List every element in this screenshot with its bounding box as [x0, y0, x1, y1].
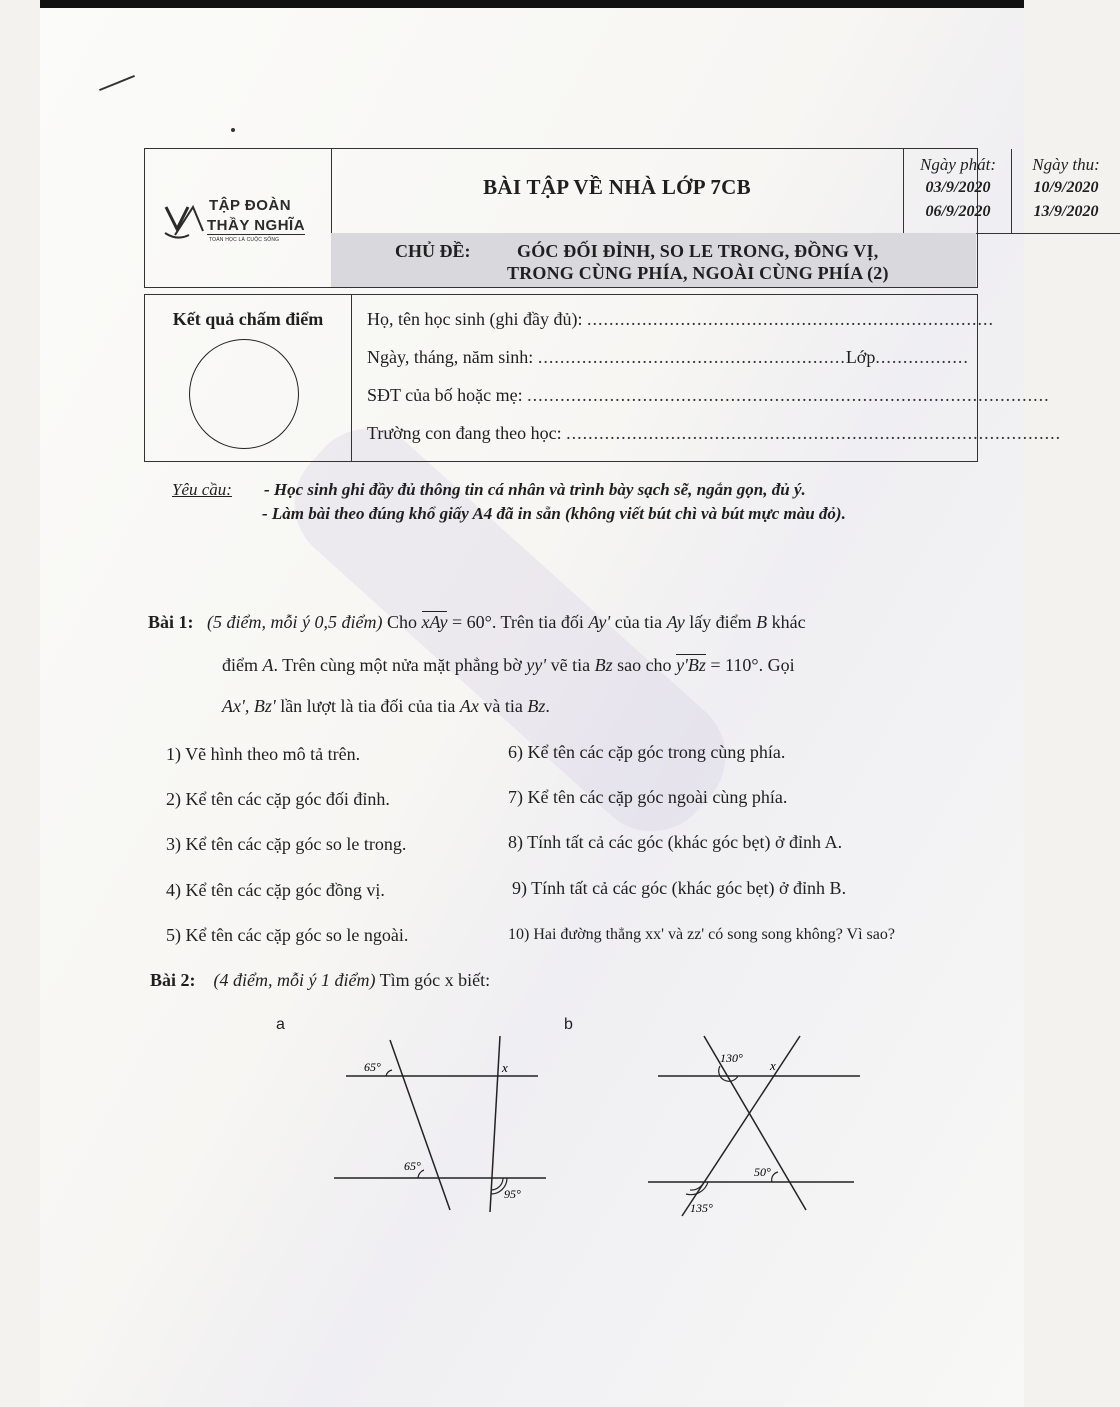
fig-a-angle-top: 65°	[364, 1060, 381, 1074]
logo-icon	[163, 201, 205, 245]
fig-b-angle-mid: 50°	[754, 1165, 771, 1179]
fig-a-transversal	[390, 1040, 450, 1210]
fig-b-arc-bottom	[690, 1182, 704, 1190]
dob-dots: ........................................................	[537, 347, 846, 367]
topic-label: CHỦ ĐỀ:	[395, 241, 471, 261]
phone-dots: ...............................................................................................	[527, 385, 1050, 405]
bai1-text-2c: vẽ tia	[550, 655, 591, 675]
header-table	[144, 148, 1100, 288]
bai1-points: (5 điểm, mỗi ý 0,5 điểm)	[207, 612, 383, 632]
angle-xay: xAy	[421, 612, 448, 632]
bai1-text-3c: và tia	[483, 696, 523, 716]
issue-date-label: Ngày phát:	[919, 155, 997, 174]
topic-line1: GÓC ĐỐI ĐỈNH, SO LE TRONG, ĐỒNG VỊ,	[517, 241, 879, 261]
bai1-text-1a: Cho	[386, 612, 417, 632]
bai1-line3	[222, 696, 550, 717]
bai1-item-3: 3) Kể tên các cặp góc so le trong.	[166, 834, 407, 854]
dob-label: Ngày, tháng, năm sinh:	[367, 347, 534, 367]
issue-date-cell	[903, 149, 1012, 234]
scan-top-edge	[40, 0, 1024, 8]
topic-cell	[331, 233, 976, 287]
bai1-item-5: 5) Kể tên các cặp góc so le ngoài.	[166, 925, 409, 945]
bai1-text-1e: khác	[771, 612, 806, 632]
class-label: Lớp	[845, 347, 876, 367]
fig-a-arc-top	[386, 1070, 392, 1076]
collect-date-label: Ngày thu:	[1032, 155, 1100, 174]
bai2-heading	[150, 970, 490, 991]
issue-date-1: 03/9/2020	[925, 179, 991, 196]
school-dots: ..........................................................................................	[566, 423, 1062, 443]
ink-dot	[231, 128, 235, 132]
logo-slogan: TOÁN HỌC LÀ CUỘC SỐNG	[209, 237, 280, 243]
name-label: Họ, tên học sinh (ghi đầy đủ):	[367, 309, 583, 329]
page-title: BÀI TẬP VỀ NHÀ LỚP 7CB	[483, 175, 751, 199]
bai1-item-4: 4) Kể tên các cặp góc đồng vị.	[166, 880, 385, 900]
bai1-text-1b: = 60°. Trên tia đối	[451, 612, 584, 632]
ray-ax: Ax	[459, 696, 479, 716]
bai1-item-9: 9) Tính tất cả các góc (khác góc bẹt) ở đỉnh B.	[512, 878, 847, 898]
requirements-label: Yêu cầu:	[172, 480, 232, 499]
bai1-line1	[148, 612, 806, 633]
score-title: Kết quả chấm điểm	[172, 309, 324, 329]
logo-line2: THẦY NGHĨA	[207, 217, 306, 234]
fig-a-angle-right: 95°	[504, 1187, 521, 1201]
dob-field	[367, 347, 967, 368]
fig-b-angle-bottom: 135°	[690, 1201, 713, 1215]
school-field	[367, 423, 1062, 444]
collect-date-2: 13/9/2020	[1033, 203, 1099, 220]
ray-ay-prime: Ay'	[588, 612, 611, 632]
collect-date-1: 10/9/2020	[1033, 179, 1099, 196]
bai1-item-7: 7) Kể tên các cặp góc ngoài cùng phía.	[508, 787, 788, 807]
point-a: A	[262, 655, 274, 675]
bai2-prompt: Tìm góc x biết:	[379, 970, 491, 990]
bai1-text-1d: lấy điểm	[689, 612, 752, 632]
topic-line2: TRONG CÙNG PHÍA, NGOÀI CÙNG PHÍA (2)	[507, 263, 889, 283]
title-cell	[331, 149, 903, 234]
bai1-item-8: 8) Tính tất cả các góc (khác góc bẹt) ở đỉnh A.	[508, 832, 843, 852]
bai1-line2	[222, 655, 795, 676]
bai1-text-3d: .	[545, 696, 550, 716]
angle-ybz: y'Bz	[676, 655, 706, 675]
ray-bz-2: Bz	[527, 696, 546, 716]
fig-a-right-line	[490, 1036, 500, 1212]
bai1-text-1c: của tia	[614, 612, 663, 632]
bai1-label: Bài 1:	[148, 612, 194, 632]
fig-b-unknown: x	[770, 1058, 776, 1073]
figure-a	[320, 1030, 560, 1220]
line-yy-prime: yy'	[526, 655, 547, 675]
bai1-text-2a: điểm	[222, 655, 258, 675]
name-field	[367, 309, 994, 330]
collect-date-cell	[1011, 149, 1120, 234]
figure-b-label: b	[564, 1016, 573, 1033]
figure-a-label: a	[276, 1016, 285, 1033]
student-info-box	[144, 294, 1062, 462]
bai1-item-6: 6) Kể tên các cặp góc trong cùng phía.	[508, 742, 786, 762]
bai1-text-2d: sao cho	[617, 655, 672, 675]
name-dots: ..........................................................................	[586, 309, 994, 329]
fig-a-arc-right	[491, 1178, 503, 1190]
figure-b	[640, 1030, 880, 1220]
requirement-1: - Học sinh ghi đầy đủ thông tin cá nhân và trình bày sạch sẽ, ngắn gọn, đủ ý.	[264, 480, 806, 499]
score-circle	[189, 339, 299, 449]
fig-a-unknown: x	[502, 1060, 508, 1075]
bai1-item-10: 10) Hai đường thẳng xx' và zz' có song song không? Vì sao?	[508, 926, 895, 943]
score-cell	[145, 295, 352, 461]
logo-cell	[145, 149, 332, 287]
ray-bz: Bz	[594, 655, 613, 675]
bai2-label: Bài 2:	[150, 970, 196, 990]
phone-field	[367, 385, 1050, 406]
fig-b-angle-top: 130°	[720, 1051, 743, 1065]
bai1-text-2b: . Trên cùng một nửa mặt phẳng bờ	[273, 655, 522, 675]
point-b: B	[756, 612, 768, 632]
logo-line1: TẬP ĐOÀN	[209, 197, 292, 214]
bai1-item-2: 2) Kể tên các cặp góc đối đỉnh.	[166, 789, 390, 809]
bai1-item-1: 1) Vẽ hình theo mô tả trên.	[166, 744, 361, 764]
school-label: Trường con đang theo học:	[367, 423, 562, 443]
bai1-text-2e: = 110°. Gọi	[710, 655, 795, 675]
rays-ax-bz-prime: Ax', Bz'	[222, 696, 276, 716]
ray-ay: Ay	[666, 612, 685, 632]
bai1-text-3b: lần lượt là tia đối của tia	[280, 696, 456, 716]
fig-b-arc-mid	[772, 1172, 778, 1182]
class-dots: .................	[875, 347, 969, 367]
requirement-2: - Làm bài theo đúng khổ giấy A4 đã in sẵn (không viết bút chì và bút mực màu đỏ).	[262, 504, 846, 523]
fig-a-angle-mid: 65°	[404, 1159, 421, 1173]
issue-date-2: 06/9/2020	[925, 203, 991, 220]
bai2-points: (4 điểm, mỗi ý 1 điểm)	[213, 970, 376, 990]
phone-label: SĐT của bố hoặc mẹ:	[367, 385, 523, 405]
